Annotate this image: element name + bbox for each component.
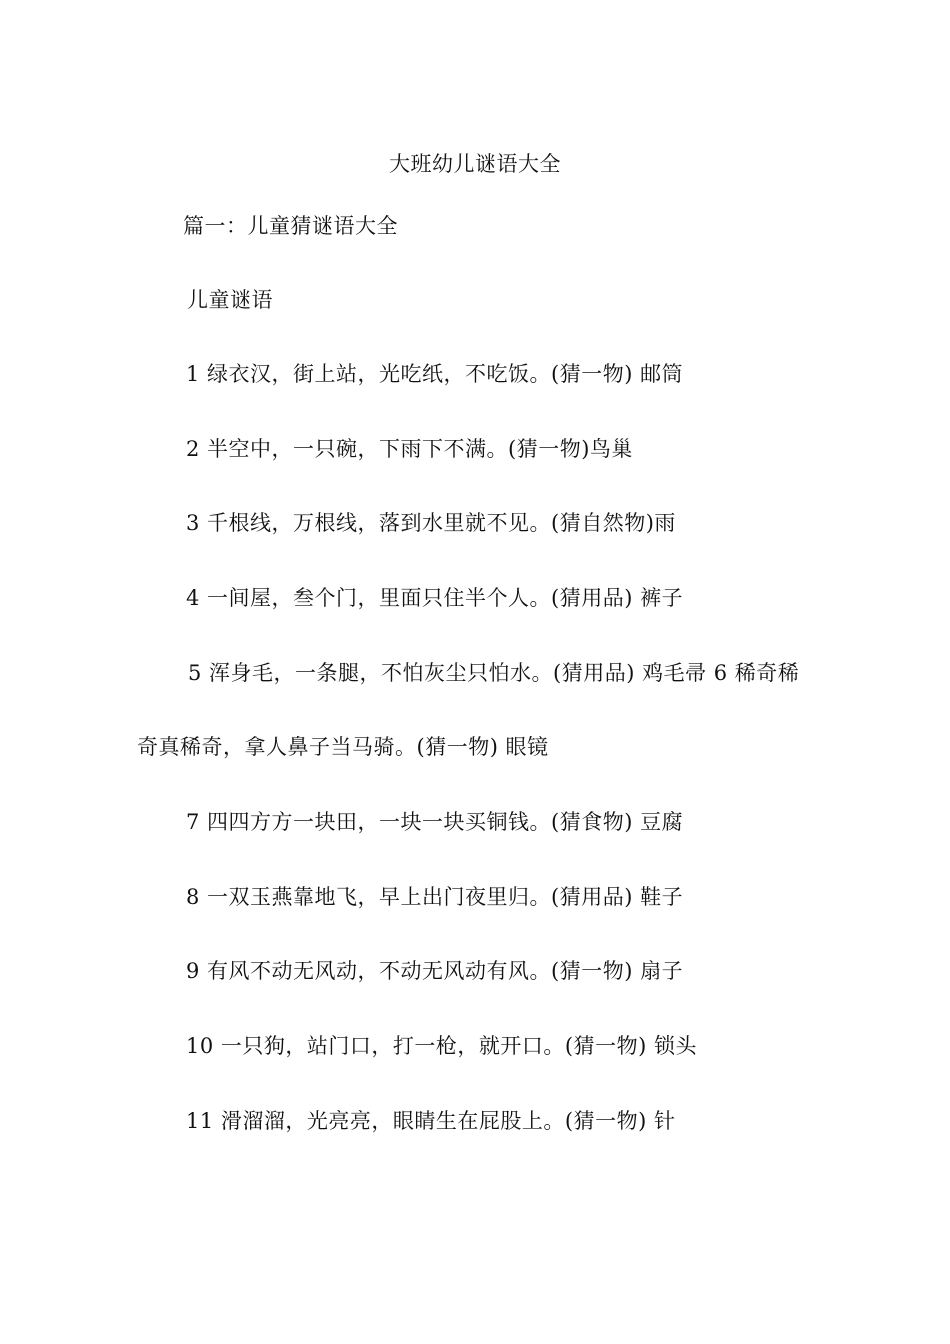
riddle-line-continued: 奇真稀奇，拿人鼻子当马骑。(猜一物) 眼镜 — [137, 735, 549, 759]
riddle-line: 10 一只狗，站门口，打一枪，就开口。(猜一物) 锁头 — [186, 1034, 697, 1058]
riddle-line: 4 一间屋，叁个门，里面只住半个人。(猜用品) 裤子 — [186, 586, 684, 610]
document-title: 大班幼儿谜语大全 — [389, 152, 561, 176]
riddle-line: 5 浑身毛，一条腿，不怕灰尘只怕水。(猜用品) 鸡毛帚 6 稀奇稀 — [188, 661, 800, 685]
riddle-line: 2 半空中，一只碗，下雨下不满。(猜一物)鸟巢 — [186, 437, 633, 461]
riddle-line: 8 一双玉燕靠地飞，早上出门夜里归。(猜用品) 鞋子 — [186, 885, 684, 909]
section-heading: 篇一：儿童猜谜语大全 — [183, 214, 398, 238]
subheading: 儿童谜语 — [187, 288, 273, 312]
riddle-line: 1 绿衣汉，街上站，光吃纸，不吃饭。(猜一物) 邮筒 — [186, 362, 684, 386]
riddle-line: 11 滑溜溜，光亮亮，眼睛生在屁股上。(猜一物) 针 — [186, 1109, 676, 1133]
riddle-line: 9 有风不动无风动，不动无风动有风。(猜一物) 扇子 — [186, 959, 684, 983]
riddle-line: 7 四四方方一块田，一块一块买铜钱。(猜食物) 豆腐 — [186, 810, 684, 834]
riddle-line: 3 千根线，万根线，落到水里就不见。(猜自然物)雨 — [186, 511, 676, 535]
